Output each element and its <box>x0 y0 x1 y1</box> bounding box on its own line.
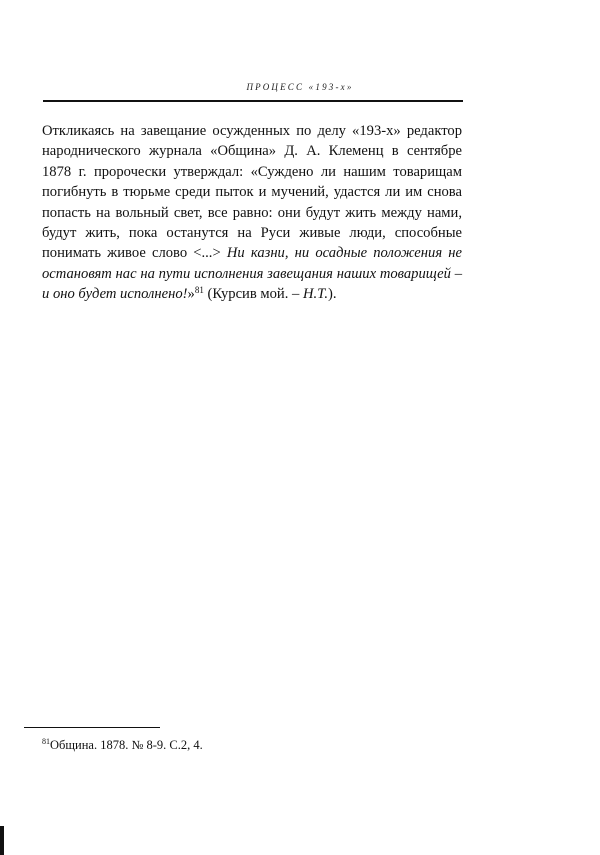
footnote-text: Община. 1878. № 8-9. С.2, 4. <box>50 738 203 752</box>
body-paragraph <box>42 121 462 305</box>
scan-edge-mark <box>0 826 4 855</box>
body-text-part-4: ). <box>328 286 337 303</box>
footnote-reference[interactable]: 81 <box>194 285 204 296</box>
body-text <box>42 121 462 305</box>
running-head: ПРОЦЕСС «193-х» <box>246 82 354 92</box>
body-text-part-2: » <box>187 286 195 303</box>
body-italic-quote: Ни казни, ни осадные положения не остановят нас на пути исполнения завещания наших товарищей – и оно будет исполнено! <box>42 245 462 303</box>
header-rule <box>43 100 463 102</box>
author-initials: Н.Т. <box>302 286 329 303</box>
body-text-part-3: (Курсив мой. – <box>203 286 303 303</box>
footnote-number: 81 <box>42 737 50 746</box>
body-text-part-1: Откликаясь на завещание осужденных по делу «193-х» редактор народнического журнала «Община» Д. А. Клеменц в сентябре 1878 г. пророчески утверждал: «Суждено ли нашим товарищам погибнуть в тюрьме среди пыток и мучений, удастся ли им снова попасть на вольный свет, все равно: они будут жить между нами, будут жить, пока останутся на Руси живые люди, способные понимать живое слово <...> <box>42 123 462 262</box>
footnote <box>42 737 203 753</box>
footnote-rule <box>24 727 160 728</box>
